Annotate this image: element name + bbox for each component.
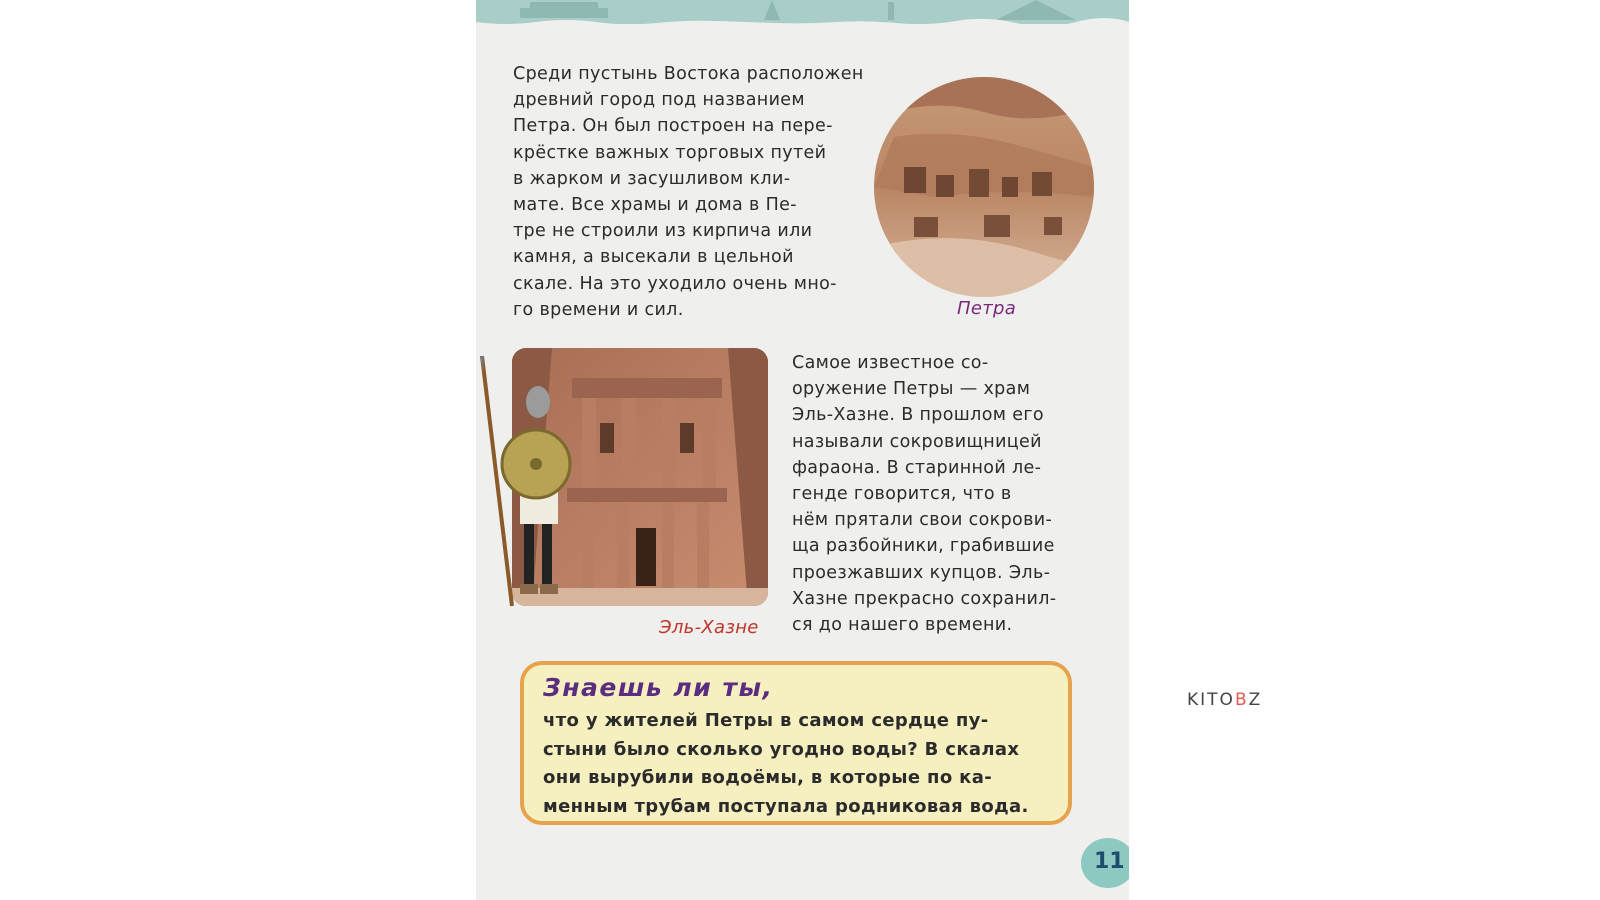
paragraph-el-khazne: Самое известное со- оружение Петры — храм Эль-Хазне. В прошлом его называли сокровищницей фараона. В старинной ле- генде говорится, что в нём прятали свои сокрови- ща разбойники, грабившие проезжавших купцов. Эль- Хазне прекрасно сохранил- ся до нашего времени. (792, 353, 1057, 636)
warrior-figure-icon (476, 356, 586, 612)
decorative-top-band (476, 0, 1129, 24)
landmark-silhouettes-icon (476, 0, 1129, 26)
did-you-know-box (520, 661, 1072, 825)
paragraph-petra-intro: Среди пустынь Востока расположен древний город под названием Петра. Он был построен на пере- крёстке важных торговых путей в жарком и засушливом кли- мате. Все храмы и дома в Пе- тре не строили из кирпича или камня, а высекали в цельной скале. На это уходило очень мно- го времени и сил. (513, 64, 864, 320)
did-you-know-title: Знаешь ли ты, (543, 673, 774, 702)
site-watermark (1187, 690, 1262, 710)
watermark-logo-letter: B (1234, 690, 1249, 710)
watermark-left: KITO (1187, 690, 1235, 710)
book-page (476, 0, 1129, 900)
page-number-badge (1081, 838, 1129, 888)
petra-photo (874, 77, 1094, 297)
caption-petra: Петра (957, 298, 1017, 319)
caption-el-khazne: Эль-Хазне (659, 617, 759, 638)
page-number: 11 (1094, 849, 1125, 874)
watermark-right: Z (1248, 690, 1263, 710)
did-you-know-text: что у жителей Петры в самом сердце пу- стыни было сколько угодно воды? В скалах они вырубили водоёмы, в которые по ка- менным трубам поступала родниковая вода. (543, 710, 1029, 817)
